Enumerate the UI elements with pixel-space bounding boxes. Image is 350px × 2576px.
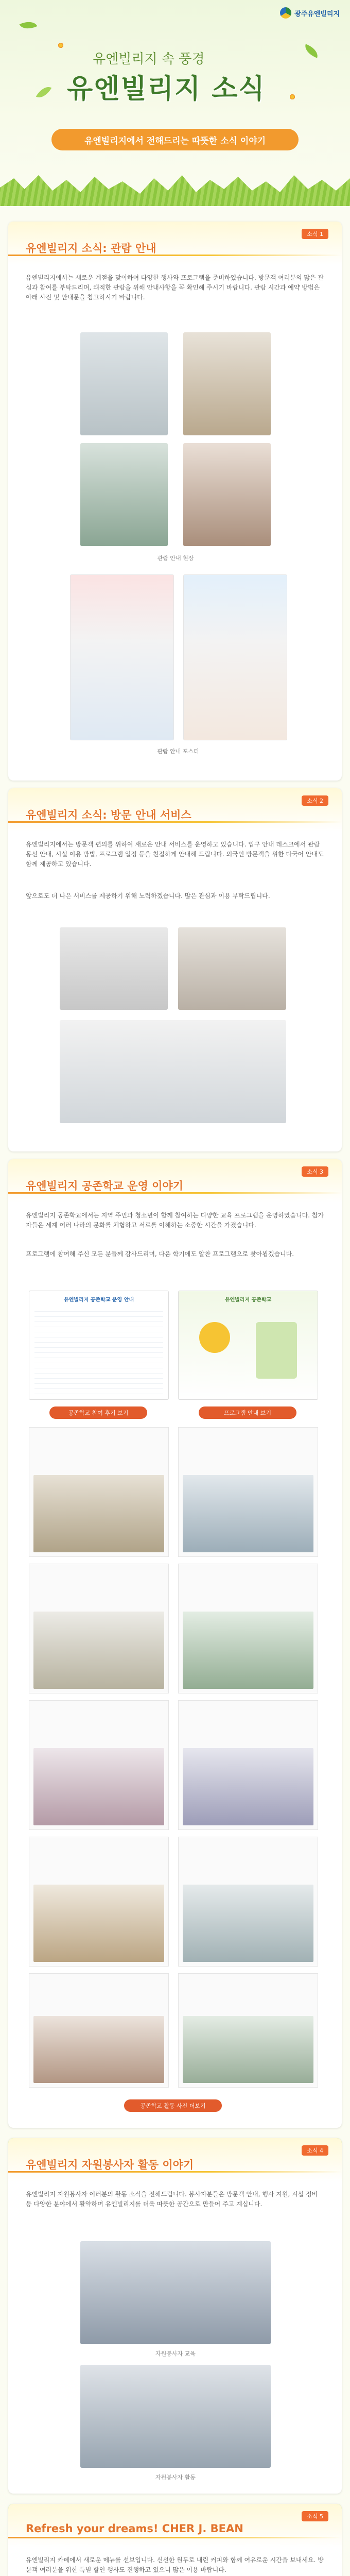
activity-photo xyxy=(183,1748,313,1825)
link-pill[interactable]: 공존학교 활동 사진 더보기 xyxy=(124,2099,222,2112)
photo xyxy=(80,2365,271,2468)
photo xyxy=(178,927,286,1010)
section-ribbon xyxy=(8,821,342,823)
section-body: 유엔빌리지 공존학교에서는 지역 주민과 청소년이 함께 참여하는 다양한 교육 프로그램을 운영하였습니다. 참가자들은 세계 여러 나라의 문화를 체험하고 서로를 이해하는 소중한 시간을 가졌습니다. xyxy=(26,1212,324,1229)
photo-caption: 자원봉사자 활동 xyxy=(155,2474,196,2481)
activity-photo xyxy=(33,1475,164,1552)
header-tagline: 유엔빌리지에서 전해드리는 따뜻한 소식 이야기 xyxy=(51,129,299,150)
photo xyxy=(183,332,271,435)
section-ribbon xyxy=(8,2537,342,2538)
section-body: 유엔빌리지에서는 방문객 편의를 위하여 새로운 안내 서비스를 운영하고 있습니다. 입구 안내 데스크에서 관람 동선 안내, 시설 이용 방법, 프로그램 일정 등을 친절하게 안내해 드립니다. 외국인 방문객을 위한 다국어 안내도 함께 제공하고 있습니다. xyxy=(26,841,324,868)
poster-graphic xyxy=(199,1322,230,1353)
notice-poster[interactable] xyxy=(70,574,174,740)
leaf-decoration-icon xyxy=(36,83,52,101)
section-ribbon xyxy=(8,255,342,256)
brand-logo-icon xyxy=(280,7,291,19)
poster-title: 유엔빌리지 공존학교 운영 안내 xyxy=(63,1297,134,1303)
section-head xyxy=(8,788,342,832)
brand-logo[interactable] xyxy=(280,7,340,19)
section-card-3 xyxy=(8,1159,342,2128)
section-title: 유엔빌리지 자원봉사자 활동 이야기 xyxy=(26,2159,194,2171)
section-body: 유엔빌리지 자원봉사자 여러분의 활동 소식을 전해드립니다. 봉사자분들은 방문객 안내, 행사 지원, 시설 정비 등 다양한 분야에서 활약하며 유엔빌리지를 더욱 따뜻한 공간으로 만들어 주고 계십니다. xyxy=(26,2191,318,2208)
activity-photo xyxy=(183,1885,313,1962)
photo-caption: 관람 안내 포스터 xyxy=(157,748,199,755)
flower-decoration-icon xyxy=(57,41,65,49)
section-card-1 xyxy=(8,222,342,781)
section-body: 유엔빌리지 카페에서 새로운 메뉴를 선보입니다. 신선한 원두로 내린 커피와 함께 여유로운 시간을 보내세요. 방문객 여러분을 위한 특별 할인 행사도 진행하고 있으니 많은 이용 바랍니다. xyxy=(26,2556,324,2573)
photo xyxy=(80,332,168,435)
activity-tile xyxy=(29,1427,169,1557)
section-head xyxy=(8,2504,342,2547)
poster-body xyxy=(34,1307,163,1394)
header-subtitle: 유엔빌리지 속 풍경 xyxy=(93,52,205,67)
grass-decoration xyxy=(0,175,350,206)
section-ribbon xyxy=(8,2171,342,2173)
activity-tile xyxy=(178,1837,318,1967)
poster-graphic xyxy=(256,1322,297,1379)
program-poster[interactable] xyxy=(178,1291,318,1400)
section-body: 앞으로도 더 나은 서비스를 제공하기 위해 노력하겠습니다. 많은 관심과 이용 부탁드립니다. xyxy=(26,892,270,900)
section-badge: 소식 5 xyxy=(302,2511,328,2521)
section-title: Refresh your dreams! CHER J. BEAN xyxy=(26,2522,243,2535)
header-banner xyxy=(0,0,350,216)
photo-caption: 관람 안내 현장 xyxy=(157,555,194,562)
activity-tile xyxy=(178,1973,318,2088)
leaf-decoration-icon xyxy=(20,18,38,33)
activity-tile xyxy=(178,1700,318,1830)
notice-poster[interactable] xyxy=(183,574,287,740)
activity-tile xyxy=(29,1973,169,2088)
section-title: 유엔빌리지 소식: 관람 안내 xyxy=(26,242,156,255)
section-ribbon xyxy=(8,1192,342,1194)
section-badge: 소식 1 xyxy=(302,229,328,239)
link-pill[interactable]: 프로그램 안내 보기 xyxy=(199,1406,296,1419)
activity-photo xyxy=(183,2016,313,2083)
section-title: 유엔빌리지 공존학교 운영 이야기 xyxy=(26,1180,183,1192)
activity-tile xyxy=(178,1427,318,1557)
photo xyxy=(60,927,168,1010)
activity-photo xyxy=(33,1612,164,1689)
section-card-2 xyxy=(8,788,342,1151)
activity-photo xyxy=(183,1475,313,1552)
activity-tile xyxy=(178,1564,318,1693)
program-poster[interactable] xyxy=(29,1291,169,1400)
section-body: 프로그램에 참여해 주신 모든 분들께 감사드리며, 다음 학기에도 알찬 프로그램으로 찾아뵙겠습니다. xyxy=(26,1250,294,1258)
photo xyxy=(183,443,271,546)
header-title: 유엔빌리지 소식 xyxy=(67,74,266,105)
section-badge: 소식 4 xyxy=(302,2145,328,2156)
section-head xyxy=(8,222,342,265)
section-body: 유엔빌리지에서는 새로운 계절을 맞이하여 다양한 행사와 프로그램을 준비하였습니다. 방문객 여러분의 많은 관심과 참여를 부탁드리며, 쾌적한 관람을 위해 안내사항을 꼭 확인해 주시기 바랍니다. 관람 시간과 예약 방법은 아래 사진 및 안내문을 참고하시기 바랍니다. xyxy=(26,274,324,301)
section-head xyxy=(8,2138,342,2181)
photo xyxy=(80,443,168,546)
section-head xyxy=(8,1159,342,1202)
flower-decoration-icon xyxy=(288,93,296,101)
poster-title: 유엔빌리지 공존학교 xyxy=(224,1297,272,1303)
section-title: 유엔빌리지 소식: 방문 안내 서비스 xyxy=(26,809,191,821)
activity-photo xyxy=(183,1612,313,1689)
section-card-5 xyxy=(8,2504,342,2576)
brand-name: 광주유엔빌리지 xyxy=(294,10,340,18)
activity-tile xyxy=(29,1564,169,1693)
link-pill[interactable]: 공존학교 참여 후기 보기 xyxy=(49,1406,147,1419)
section-badge: 소식 3 xyxy=(302,1166,328,1177)
photo xyxy=(80,2241,271,2344)
photo-caption: 자원봉사자 교육 xyxy=(155,2350,196,2357)
leaf-decoration-icon xyxy=(303,44,320,58)
activity-tile xyxy=(29,1700,169,1830)
activity-tile xyxy=(29,1837,169,1967)
photo xyxy=(60,1020,286,1123)
activity-photo xyxy=(33,1885,164,1962)
section-card-4 xyxy=(8,2138,342,2494)
activity-photo xyxy=(33,1748,164,1825)
section-badge: 소식 2 xyxy=(302,795,328,806)
activity-photo xyxy=(33,2016,164,2083)
